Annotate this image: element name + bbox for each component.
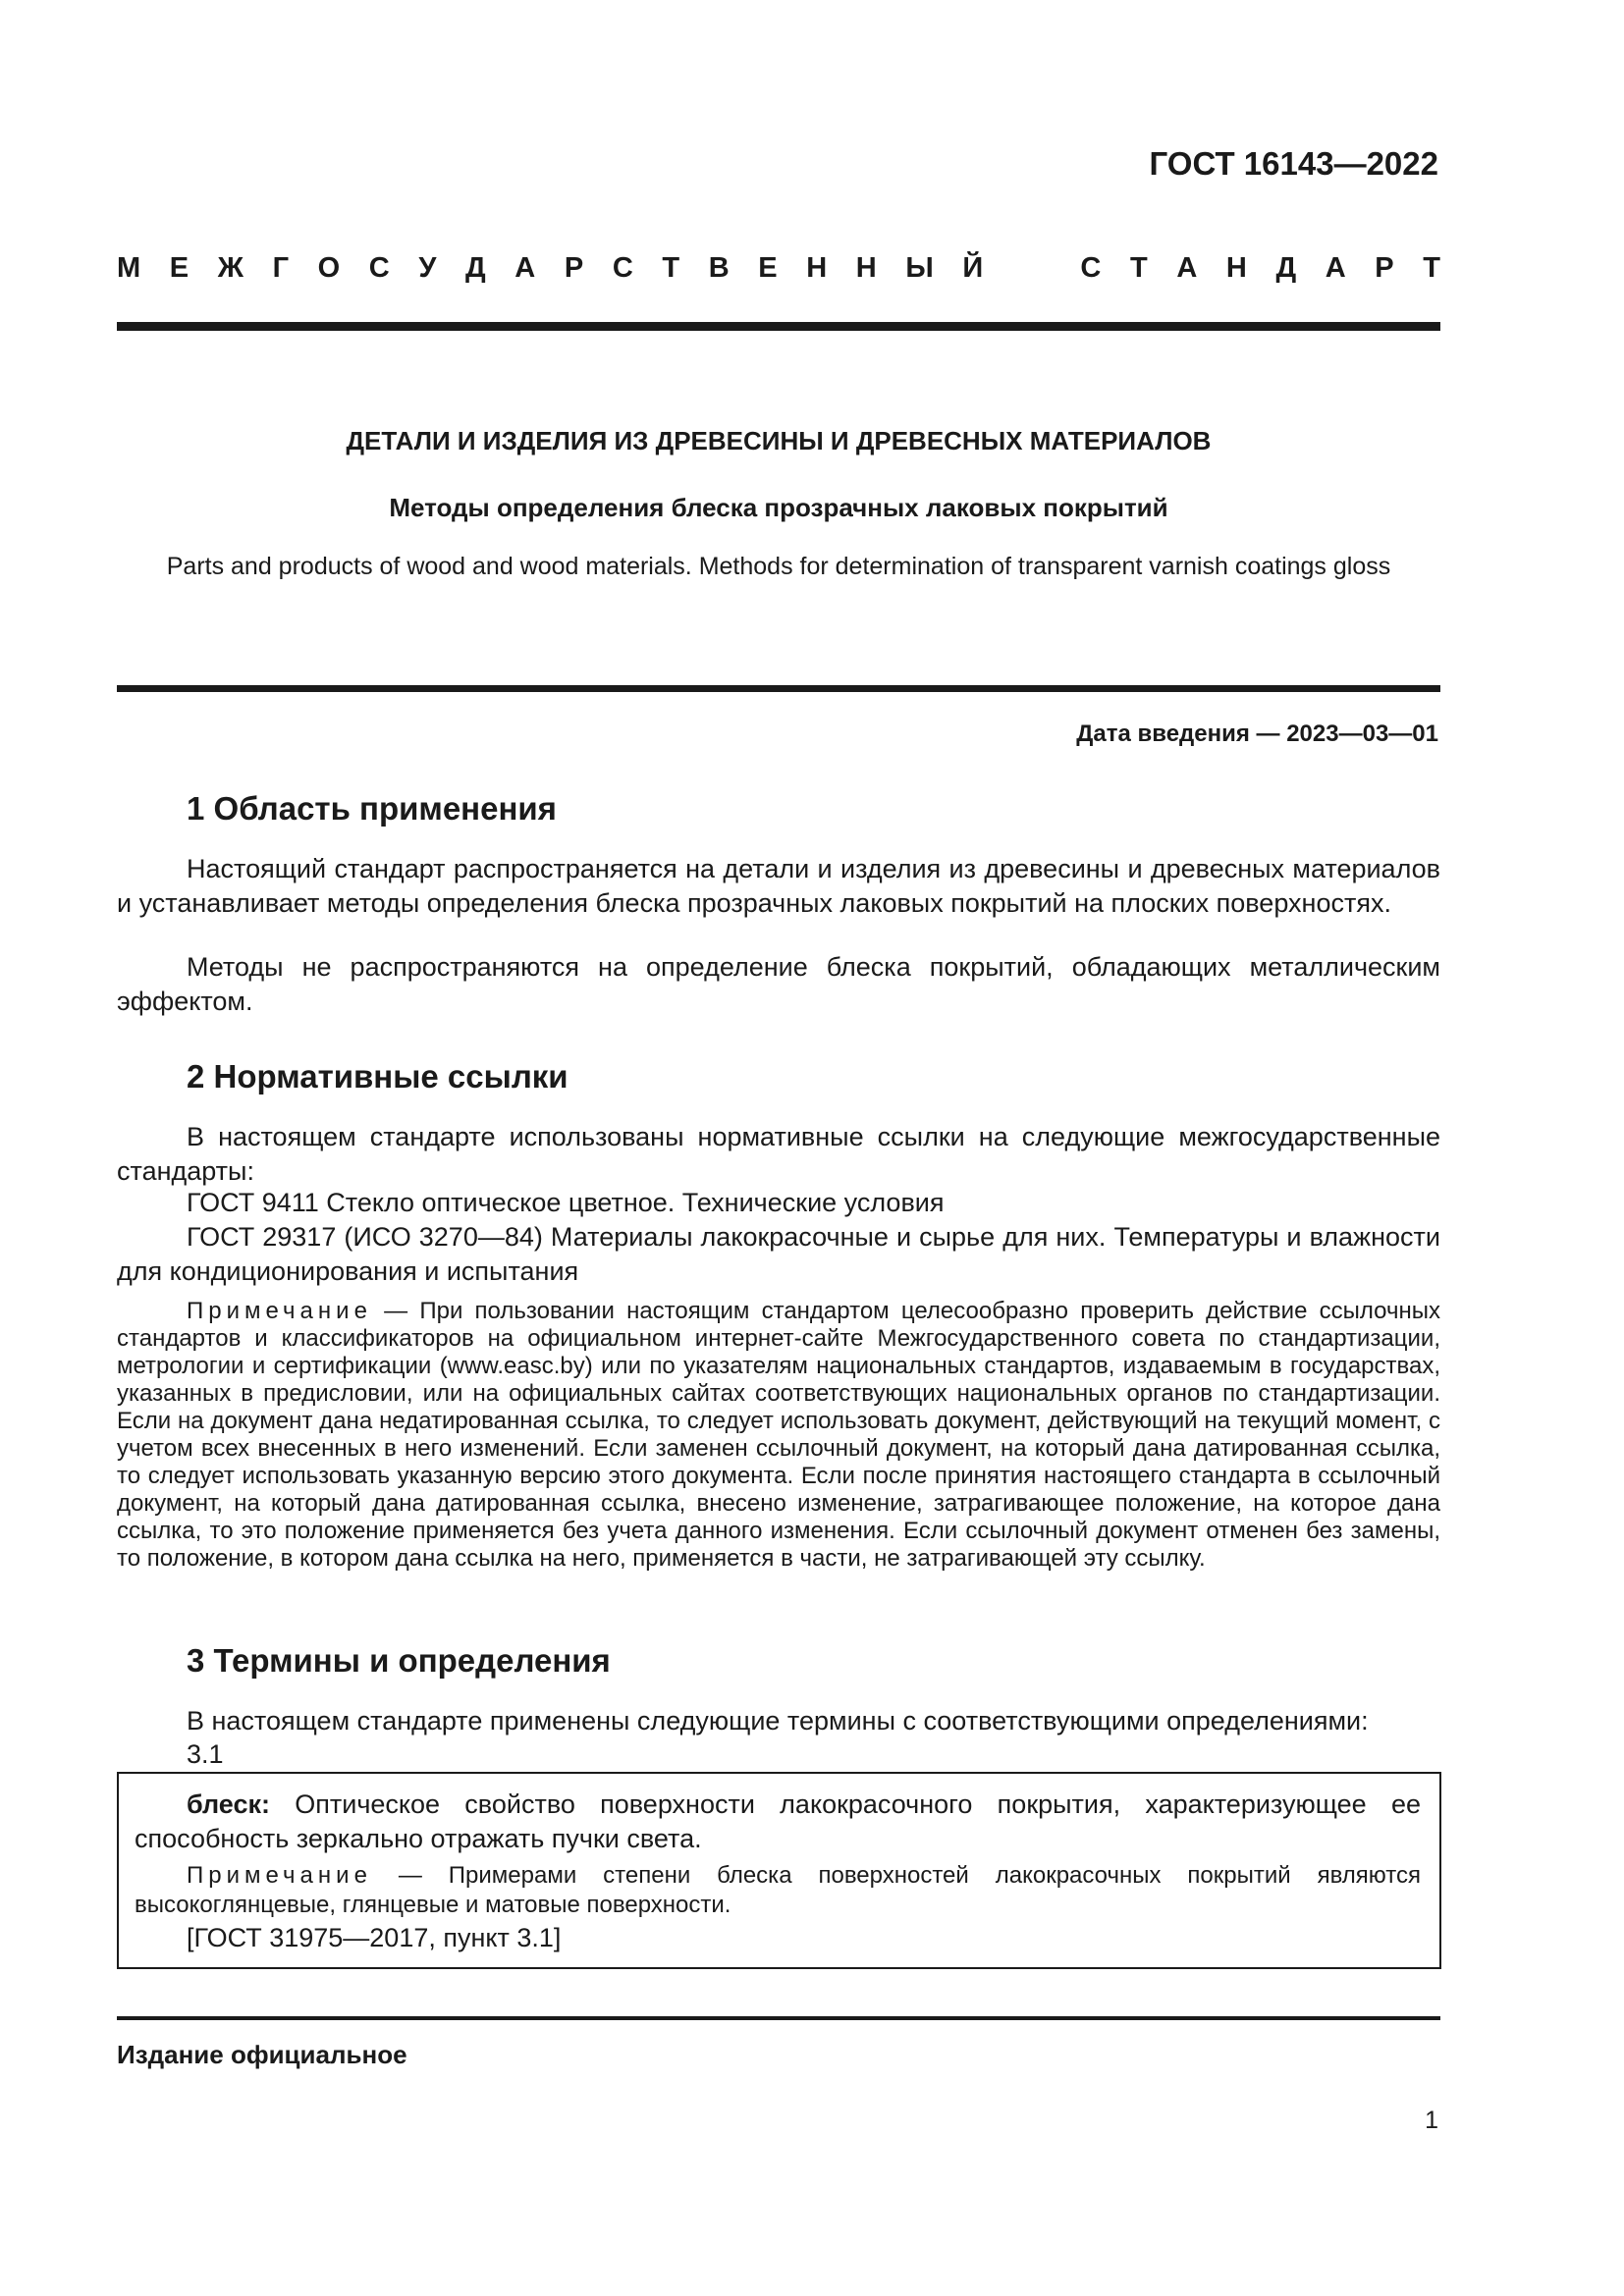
- definition-text: Оптическое свойство поверхности лакокрасочного покрытия, характеризующее ее способность зеркально отражать пучки света.: [135, 1789, 1421, 1853]
- english-title: Parts and products of wood and wood materials. Methods for determination of transparent varnish coatings gloss: [166, 553, 1391, 580]
- section-1-paragraph: Методы не распространяются на определение блеска покрытий, обладающих металлическим эффектом.: [117, 952, 1440, 1016]
- letter: А: [1176, 252, 1198, 284]
- letter: Ж: [217, 252, 244, 284]
- letter: М: [117, 252, 141, 284]
- letter: Н: [1225, 252, 1247, 284]
- letter: У: [418, 252, 437, 284]
- letter: Й: [962, 252, 984, 284]
- note-label: Примечание: [187, 1862, 372, 1889]
- letter: Е: [169, 252, 189, 284]
- word-gap: [1012, 252, 1052, 285]
- letter: О: [317, 252, 341, 284]
- reference-item: ГОСТ 9411 Стекло оптическое цветное. Технические условия: [187, 1188, 945, 1217]
- section-2-note: [117, 1298, 1440, 1573]
- introduction-date: Дата введения — 2023—03—01: [1076, 721, 1438, 747]
- letter: Н: [806, 252, 828, 284]
- note-label: Примечание: [187, 1298, 372, 1324]
- standard-code: ГОСТ 16143—2022: [1149, 145, 1438, 182]
- edition-label: Издание официальное: [117, 2040, 407, 2069]
- letter: Р: [1375, 252, 1394, 284]
- letter: Р: [564, 252, 584, 284]
- letter: А: [1325, 252, 1346, 284]
- letter: С: [368, 252, 390, 284]
- note-text: — Примерами степени блеска поверхностей лакокрасочных покрытий являются высокоглянцевые, глянцевые и матовые поверхности.: [135, 1862, 1421, 1918]
- term-note: [135, 1861, 1421, 1920]
- section-1-heading: 1 Область применения: [187, 790, 557, 827]
- section-3-heading: 3 Термины и определения: [187, 1642, 611, 1679]
- section-2-heading: 2 Нормативные ссылки: [187, 1058, 568, 1095]
- letter: Т: [662, 252, 680, 284]
- section-1-paragraph: Настоящий стандарт распространяется на детали и изделия из древесины и древесных материалов и устанавливает методы определения блеска прозрачных лаковых покрытий на плоских поверхностях.: [117, 854, 1440, 918]
- letter: Н: [855, 252, 877, 284]
- note-text: — При пользовании настоящим стандартом целесообразно проверить действие ссылочных стандартов и классификаторов на официальном интернет-сайте Межгосударственного совета по стандартизации, метрологии и сертификации (www.easc.by) или по указателям национальных стандартов, издаваемым в государствах, указанных в предисловии, или на официальных сайтах соответствующих национальных органов по стандартизации. Если на документ дана недатированная ссылка, то следует использовать документ, действующий на текущий момент, с учетом всех внесенных в него изменений. Если заменен ссылочный документ, на который дана датированная ссылка, то следует использовать указанную версию этого документа. Если после принятия настоящего стандарта в ссылочный документ, на который дана датированная ссылка, внесено изменение, затрагивающее положение, на которое дана ссылка, то это положение применяется без учета данного изменения. Если ссылочный документ отменен без замены, то положение, в котором дана ссылка на него, применяется в части, не затрагивающей эту ссылку.: [117, 1298, 1440, 1572]
- document-subtitle: Методы определения блеска прозрачных лаковых покрытий: [389, 493, 1168, 522]
- reference-item: ГОСТ 29317 (ИСО 3270—84) Материалы лакокрасочные и сырье для них. Температуры и влажности для кондиционирования и испытания: [117, 1222, 1440, 1286]
- title-rule: [117, 685, 1440, 692]
- standard-type-banner: [117, 252, 1440, 285]
- term-number: 3.1: [187, 1739, 224, 1769]
- letter: Д: [1275, 252, 1297, 284]
- letter: В: [708, 252, 730, 284]
- letter: Е: [758, 252, 778, 284]
- letter: А: [514, 252, 536, 284]
- letter: Г: [272, 252, 290, 284]
- term-definition-box: [117, 1772, 1441, 1969]
- document-title: ДЕТАЛИ И ИЗДЕЛИЯ ИЗ ДРЕВЕСИНЫ И ДРЕВЕСНЫХ МАТЕРИАЛОВ: [346, 426, 1212, 455]
- section-3-paragraph: В настоящем стандарте применены следующие термины с соответствующими определениями:: [187, 1706, 1369, 1735]
- letter: С: [1080, 252, 1102, 284]
- letter: Т: [1129, 252, 1148, 284]
- header-rule: [117, 322, 1440, 331]
- term: блеск:: [187, 1789, 270, 1819]
- term-definition: [135, 1788, 1421, 1856]
- section-2-paragraph: В настоящем стандарте использованы нормативные ссылки на следующие межгосударственные стандарты:: [117, 1122, 1440, 1186]
- letter: Т: [1423, 252, 1440, 284]
- letter: Д: [465, 252, 486, 284]
- letter: Ы: [905, 252, 934, 284]
- letter: С: [612, 252, 633, 284]
- page-number: 1: [1425, 2107, 1438, 2134]
- term-source: [ГОСТ 31975—2017, пункт 3.1]: [187, 1923, 562, 1952]
- footer-rule: [117, 2016, 1440, 2020]
